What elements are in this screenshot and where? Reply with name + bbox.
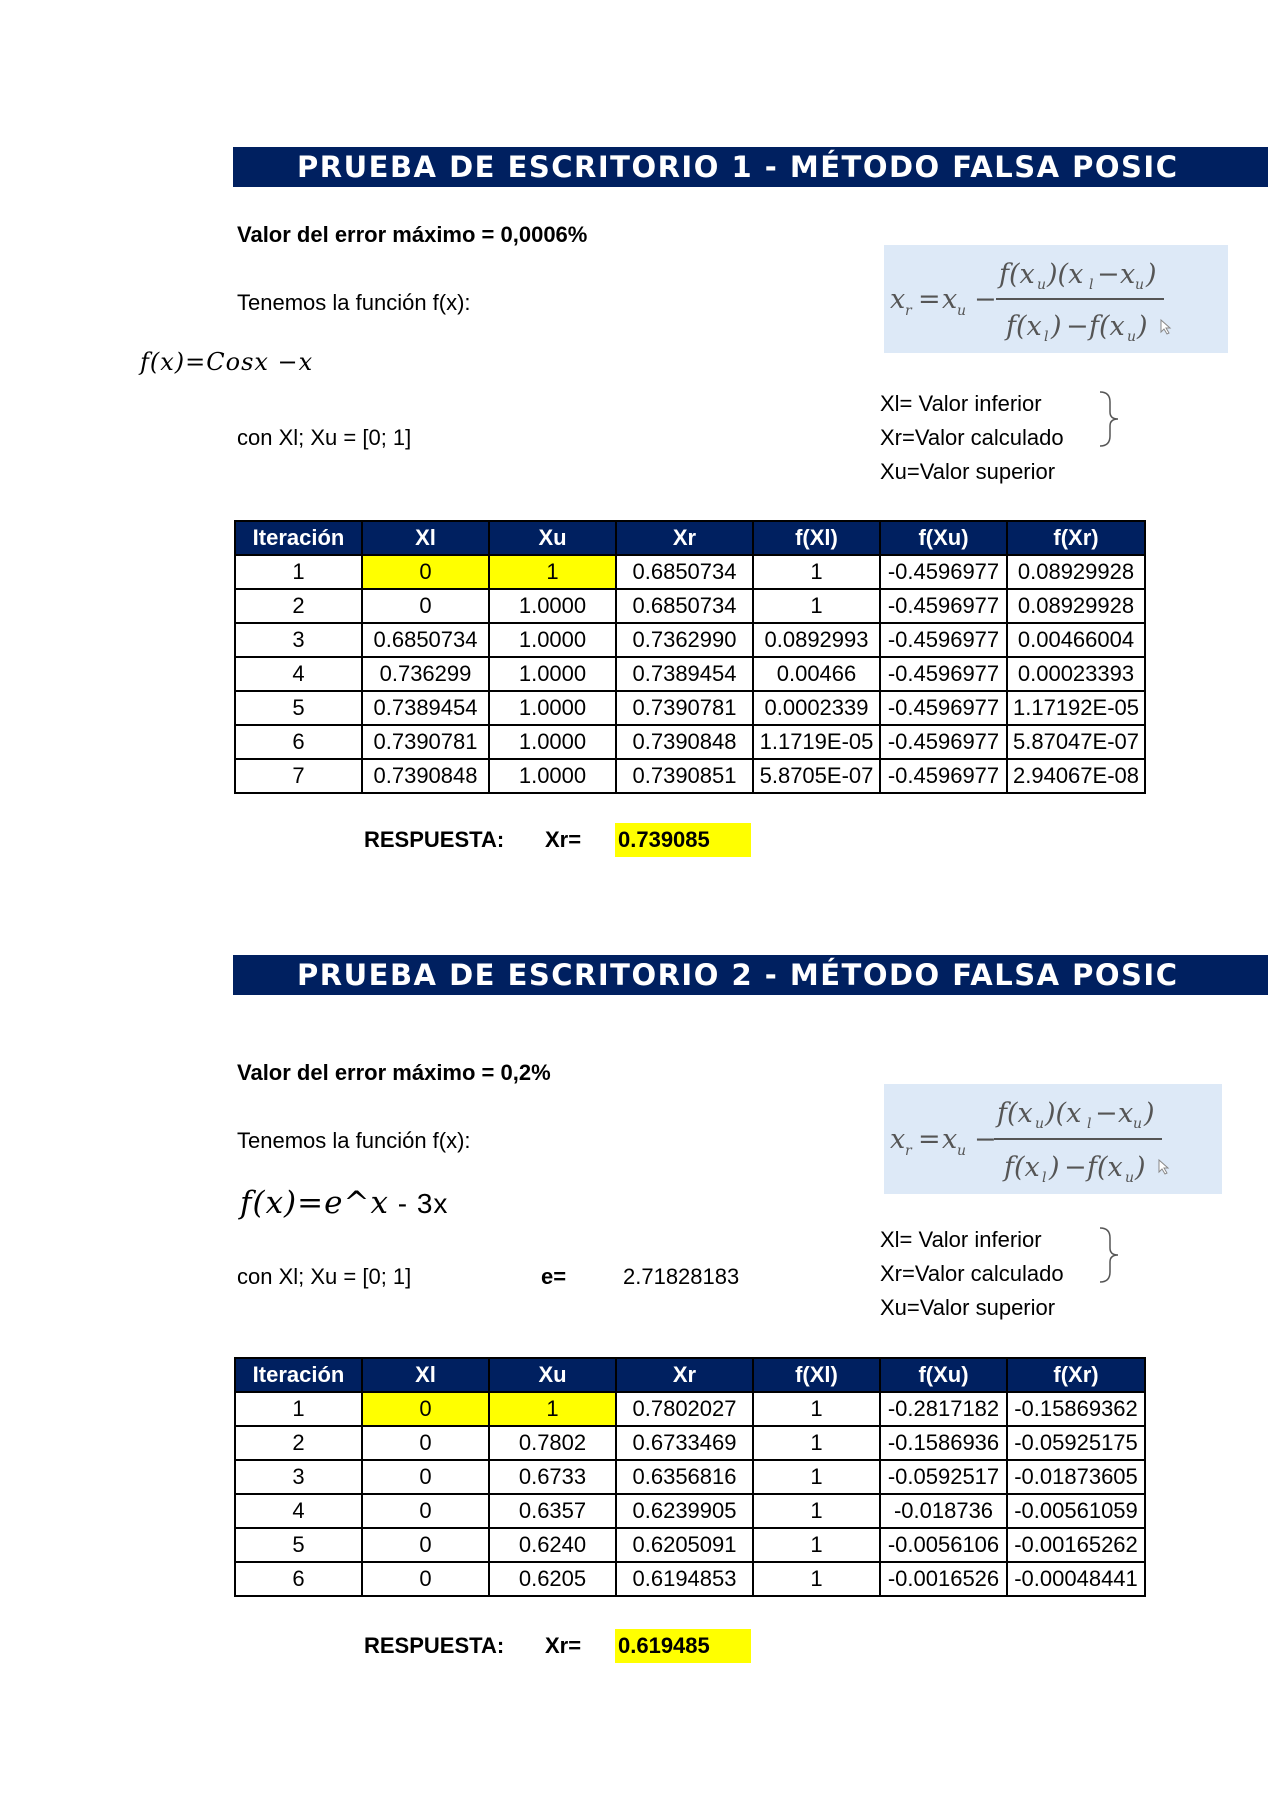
legend-xu: Xu=Valor superior bbox=[880, 459, 1056, 484]
table-cell: -0.4596977 bbox=[880, 691, 1007, 725]
header-fxu: f(Xu) bbox=[880, 1358, 1007, 1392]
section-2-answer-label: RESPUESTA: bbox=[364, 1633, 505, 1658]
table-cell: -0.00561059 bbox=[1007, 1494, 1145, 1528]
svg-text:u: u bbox=[1125, 1170, 1135, 1186]
section-2-error-text: Valor del error máximo = 0,2% bbox=[237, 1060, 551, 1085]
table-row bbox=[235, 759, 1145, 793]
svg-text:l: l bbox=[1087, 1116, 1092, 1132]
table-cell: 0.6357 bbox=[489, 1494, 616, 1528]
table-cell-highlighted: 0 bbox=[362, 1392, 489, 1426]
svg-text:x: x bbox=[942, 284, 958, 315]
table-cell: -0.4596977 bbox=[880, 725, 1007, 759]
svg-text:): ) bbox=[1051, 311, 1062, 342]
table-cell: -0.05925175 bbox=[1007, 1426, 1145, 1460]
e-constant-value: 2.71828183 bbox=[623, 1264, 740, 1289]
section-1-interval: con Xl; Xu = [0; 1] bbox=[237, 425, 412, 450]
table-cell: 4 bbox=[235, 1494, 362, 1528]
legend-xl: Xl= Valor inferior bbox=[880, 1227, 1042, 1252]
table-cell: 1 bbox=[753, 1528, 880, 1562]
svg-text:u: u bbox=[957, 303, 967, 319]
table-cell: 1 bbox=[753, 555, 880, 589]
table-cell: 1.0000 bbox=[489, 759, 616, 793]
table-cell-highlighted: 0 bbox=[362, 555, 489, 589]
table-cell: 0.7390851 bbox=[616, 759, 753, 793]
section-1-answer-label: RESPUESTA: bbox=[364, 827, 505, 852]
section-2-answer-var: Xr= bbox=[545, 1633, 582, 1658]
table-cell: 1 bbox=[753, 1460, 880, 1494]
legend-xl: Xl= Valor inferior bbox=[880, 391, 1042, 416]
table-cell: 1 bbox=[235, 1392, 362, 1426]
table-header-row bbox=[235, 521, 1145, 555]
svg-text:f(x: f(x bbox=[1004, 1152, 1040, 1183]
table-cell: -0.4596977 bbox=[880, 555, 1007, 589]
table-cell: 0.6850734 bbox=[616, 555, 753, 589]
svg-text:x: x bbox=[890, 284, 906, 315]
svg-text:−: − bbox=[1097, 259, 1120, 290]
svg-text:f(x: f(x bbox=[999, 259, 1035, 290]
table-cell: -0.1586936 bbox=[880, 1426, 1007, 1460]
table-cell: 2.94067E-08 bbox=[1007, 759, 1145, 793]
svg-text:): ) bbox=[1049, 1152, 1060, 1183]
table-cell: -0.01873605 bbox=[1007, 1460, 1145, 1494]
table-cell: 1.1719E-05 bbox=[753, 725, 880, 759]
header-fxr: f(Xr) bbox=[1007, 521, 1145, 555]
table-cell: 0 bbox=[362, 589, 489, 623]
table-cell: 0.6850734 bbox=[616, 589, 753, 623]
table-cell: 0.6205 bbox=[489, 1562, 616, 1596]
table-row bbox=[235, 1392, 1145, 1426]
table-cell: -0.0056106 bbox=[880, 1528, 1007, 1562]
table-cell: 1.0000 bbox=[489, 657, 616, 691]
section-1-title: PRUEBA DE ESCRITORIO 1 - MÉTODO FALSA POSIC bbox=[233, 147, 1268, 187]
header-xl: Xl bbox=[362, 1358, 489, 1392]
table-cell: -0.0592517 bbox=[880, 1460, 1007, 1494]
table-cell: 0 bbox=[362, 1460, 489, 1494]
table-cell: 0.6240 bbox=[489, 1528, 616, 1562]
svg-text:−: − bbox=[1095, 1098, 1118, 1129]
table-cell: 3 bbox=[235, 623, 362, 657]
svg-text:): ) bbox=[1135, 1152, 1146, 1183]
table-cell: 0.7390781 bbox=[362, 725, 489, 759]
table-cell: 1.0000 bbox=[489, 725, 616, 759]
table-cell: -0.00165262 bbox=[1007, 1528, 1145, 1562]
table-row bbox=[235, 555, 1145, 589]
svg-text:u: u bbox=[1127, 329, 1137, 345]
section-2-function-intro: Tenemos la función f(x): bbox=[237, 1128, 471, 1153]
section-1-legend bbox=[880, 387, 1064, 489]
svg-text:u: u bbox=[957, 1143, 967, 1159]
function-expression-tail: - 3x bbox=[388, 1188, 449, 1219]
header-xl: Xl bbox=[362, 521, 489, 555]
table-row bbox=[235, 657, 1145, 691]
table-cell: 0 bbox=[362, 1562, 489, 1596]
table-cell: 0.6733 bbox=[489, 1460, 616, 1494]
svg-text:f(x: f(x bbox=[1087, 1152, 1123, 1183]
table-cell: 0.736299 bbox=[362, 657, 489, 691]
table-cell: 2 bbox=[235, 589, 362, 623]
header-iteracion: Iteración bbox=[235, 1358, 362, 1392]
table-row bbox=[235, 589, 1145, 623]
table-cell: 5 bbox=[235, 691, 362, 725]
svg-text:x: x bbox=[1118, 1098, 1134, 1129]
table-cell: 0.6850734 bbox=[362, 623, 489, 657]
header-fxl: f(Xl) bbox=[753, 521, 880, 555]
svg-text:u: u bbox=[1035, 1116, 1045, 1132]
table-cell: -0.4596977 bbox=[880, 623, 1007, 657]
table-row bbox=[235, 1426, 1145, 1460]
table-header-row bbox=[235, 1358, 1145, 1392]
section-1-answer-var: Xr= bbox=[545, 827, 582, 852]
section-1-error-text: Valor del error máximo = 0,0006% bbox=[237, 222, 588, 247]
svg-text:u: u bbox=[1037, 277, 1047, 293]
table-cell: 0.6239905 bbox=[616, 1494, 753, 1528]
function-expression-main: f(x)=e^x bbox=[240, 1185, 389, 1221]
table-cell: 1.17192E-05 bbox=[1007, 691, 1145, 725]
svg-text:−: − bbox=[974, 1124, 997, 1155]
table-cell: 0.0002339 bbox=[753, 691, 880, 725]
table-cell: 0.0892993 bbox=[753, 623, 880, 657]
table-cell-highlighted: 1 bbox=[489, 1392, 616, 1426]
svg-text:u: u bbox=[1135, 277, 1145, 293]
table-cell: -0.4596977 bbox=[880, 657, 1007, 691]
header-fxu: f(Xu) bbox=[880, 521, 1007, 555]
table-cell: -0.4596977 bbox=[880, 759, 1007, 793]
table-cell: 0.6194853 bbox=[616, 1562, 753, 1596]
table-cell: -0.0016526 bbox=[880, 1562, 1007, 1596]
svg-text:u: u bbox=[1133, 1116, 1143, 1132]
table-cell: 3 bbox=[235, 1460, 362, 1494]
table-cell: 0.7389454 bbox=[362, 691, 489, 725]
table-cell: -0.15869362 bbox=[1007, 1392, 1145, 1426]
header-fxl: f(Xl) bbox=[753, 1358, 880, 1392]
svg-text:x: x bbox=[1120, 259, 1136, 290]
table-cell: 6 bbox=[235, 725, 362, 759]
table-cell: 0.08929928 bbox=[1007, 555, 1145, 589]
table-cell: 0.00023393 bbox=[1007, 657, 1145, 691]
svg-text:x: x bbox=[890, 1124, 906, 1155]
svg-text:l: l bbox=[1044, 329, 1049, 345]
table-cell: 0.7802027 bbox=[616, 1392, 753, 1426]
svg-text:l: l bbox=[1089, 277, 1094, 293]
section-1-function-expression: f(x)=Cosx −x bbox=[140, 348, 314, 376]
table-cell: 1.0000 bbox=[489, 623, 616, 657]
header-xr: Xr bbox=[616, 1358, 753, 1392]
header-fxr: f(Xr) bbox=[1007, 1358, 1145, 1392]
section-2-function-expression bbox=[240, 1185, 448, 1221]
table-cell: 1 bbox=[753, 1494, 880, 1528]
table-cell: 1 bbox=[235, 555, 362, 589]
table-row bbox=[235, 1494, 1145, 1528]
table-cell: 0.7390848 bbox=[362, 759, 489, 793]
legend-xr: Xr=Valor calculado bbox=[880, 425, 1064, 450]
curly-brace-icon bbox=[1098, 1226, 1122, 1284]
svg-text:f(x: f(x bbox=[997, 1098, 1033, 1129]
table-row bbox=[235, 1562, 1145, 1596]
table-cell: 7 bbox=[235, 759, 362, 793]
section-1-answer-value: 0.739085 bbox=[615, 823, 751, 857]
header-xr: Xr bbox=[616, 521, 753, 555]
section-2-title: PRUEBA DE ESCRITORIO 2 - MÉTODO FALSA POSIC bbox=[233, 955, 1268, 995]
table-cell: -0.4596977 bbox=[880, 589, 1007, 623]
table-cell: 2 bbox=[235, 1426, 362, 1460]
header-xu: Xu bbox=[489, 1358, 616, 1392]
svg-text:f(x: f(x bbox=[1006, 311, 1042, 342]
svg-text:−: − bbox=[974, 284, 997, 315]
table-cell: 1 bbox=[753, 1426, 880, 1460]
table-cell: 5.87047E-07 bbox=[1007, 725, 1145, 759]
section-2-interval: con Xl; Xu = [0; 1] bbox=[237, 1264, 412, 1289]
table-cell: 0 bbox=[362, 1528, 489, 1562]
formula-image bbox=[884, 1084, 1222, 1194]
section-1-function-intro: Tenemos la función f(x): bbox=[237, 290, 471, 315]
table-cell: 1.0000 bbox=[489, 589, 616, 623]
section-2-iteration-table bbox=[234, 1357, 1146, 1597]
table-cell: 6 bbox=[235, 1562, 362, 1596]
curly-brace-icon bbox=[1098, 390, 1122, 448]
table-row bbox=[235, 691, 1145, 725]
table-cell: 0.08929928 bbox=[1007, 589, 1145, 623]
svg-text:r: r bbox=[905, 303, 912, 319]
table-cell: 5.8705E-07 bbox=[753, 759, 880, 793]
table-cell: 0.7802 bbox=[489, 1426, 616, 1460]
svg-text:): ) bbox=[1146, 259, 1157, 290]
header-iteracion: Iteración bbox=[235, 521, 362, 555]
section-2-answer-value: 0.619485 bbox=[615, 1629, 751, 1663]
svg-text:)(x: )(x bbox=[1047, 259, 1084, 290]
svg-text:−: − bbox=[1066, 311, 1089, 342]
section-2-legend bbox=[880, 1223, 1064, 1325]
svg-text:f(x: f(x bbox=[1089, 311, 1125, 342]
table-row bbox=[235, 1460, 1145, 1494]
table-cell: -0.2817182 bbox=[880, 1392, 1007, 1426]
svg-text:)(x: )(x bbox=[1045, 1098, 1082, 1129]
table-cell: 0.6205091 bbox=[616, 1528, 753, 1562]
formula-image bbox=[884, 245, 1228, 353]
legend-xr: Xr=Valor calculado bbox=[880, 1261, 1064, 1286]
table-cell: 0 bbox=[362, 1426, 489, 1460]
table-row bbox=[235, 725, 1145, 759]
legend-xu: Xu=Valor superior bbox=[880, 1295, 1056, 1320]
table-cell: 0 bbox=[362, 1494, 489, 1528]
table-row bbox=[235, 623, 1145, 657]
svg-text:l: l bbox=[1042, 1170, 1047, 1186]
svg-text:r: r bbox=[905, 1143, 912, 1159]
table-cell: 1 bbox=[753, 589, 880, 623]
table-cell: -0.018736 bbox=[880, 1494, 1007, 1528]
table-cell: 1 bbox=[753, 1562, 880, 1596]
table-row bbox=[235, 1528, 1145, 1562]
table-cell: 0.7390848 bbox=[616, 725, 753, 759]
svg-text:): ) bbox=[1144, 1098, 1155, 1129]
table-cell: 5 bbox=[235, 1528, 362, 1562]
section-1-iteration-table bbox=[234, 520, 1146, 794]
table-cell: 1.0000 bbox=[489, 691, 616, 725]
table-cell: 4 bbox=[235, 657, 362, 691]
table-cell: 0.7390781 bbox=[616, 691, 753, 725]
table-cell: 0.6733469 bbox=[616, 1426, 753, 1460]
svg-text:x: x bbox=[942, 1124, 958, 1155]
table-cell: 0.7389454 bbox=[616, 657, 753, 691]
table-cell-highlighted: 1 bbox=[489, 555, 616, 589]
table-cell: -0.00048441 bbox=[1007, 1562, 1145, 1596]
svg-text:=: = bbox=[918, 284, 941, 315]
table-cell: 0.7362990 bbox=[616, 623, 753, 657]
svg-text:): ) bbox=[1137, 311, 1148, 342]
table-cell: 0.00466 bbox=[753, 657, 880, 691]
table-cell: 0.6356816 bbox=[616, 1460, 753, 1494]
table-cell: 0.00466004 bbox=[1007, 623, 1145, 657]
table-cell: 1 bbox=[753, 1392, 880, 1426]
svg-text:−: − bbox=[1064, 1152, 1087, 1183]
e-constant-label: e= bbox=[541, 1264, 567, 1289]
header-xu: Xu bbox=[489, 521, 616, 555]
svg-text:=: = bbox=[918, 1124, 941, 1155]
